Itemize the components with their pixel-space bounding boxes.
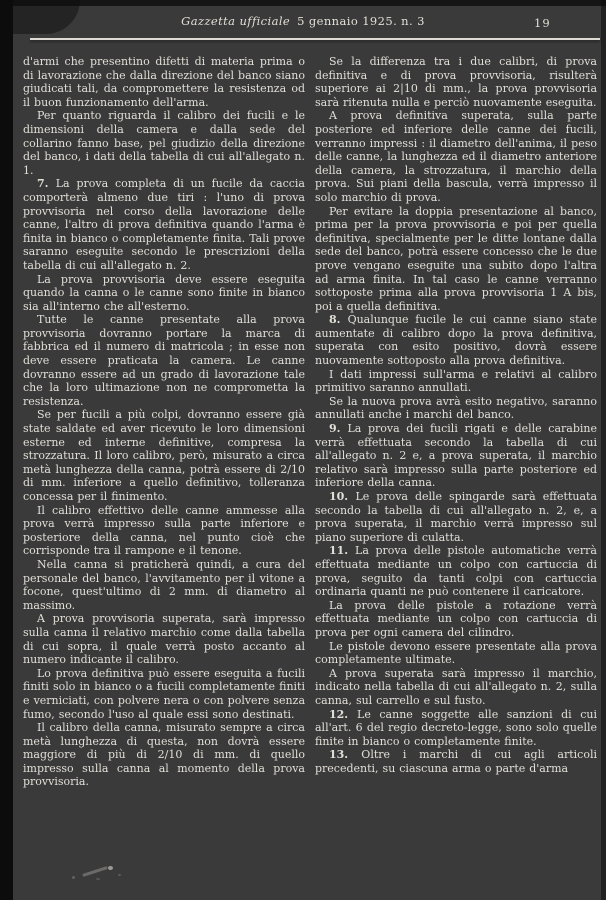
article-number: 11. (329, 544, 356, 558)
journal-title: Gazzetta ufficiale (181, 14, 291, 28)
scan-speckle (82, 866, 108, 877)
paragraph: 10. Le prova delle spingarde sarà effettuata secondo la tabella di cui all'allegato n. 2, e, a prova superata, il marchio verrà impresso sul piano superiore di culatta. (315, 490, 598, 544)
paragraph: 7. La prova completa di un fucile da caccia comporterà almeno due tiri : l'uno di prova provvisoria nel corso della lavorazione delle canne, l'altro di prova definitiva quando l'arma è finita in bianco o completamente finita. Tali prove saranno eseguite secondo le prescrizioni della tabella di cui all'allegato n. 2. (23, 177, 305, 272)
article-number: 7. (37, 177, 56, 191)
top-edge-shadow (0, 0, 606, 6)
scan-speckle (72, 876, 75, 879)
paragraph: Se la nuova prova avrà esito negativo, saranno annullati anche i marchi del banco. (315, 394, 597, 422)
article-number: 10. (329, 490, 356, 503)
paragraph: Nella canna si praticherà quindi, a cura del personale del banco, l'avvitamento per il vitone a focone, quest'ultimo di 2 mm. di diametro al massimo. (23, 557, 305, 612)
paragraph: Se la differenza tra i due calibri, di prova definitiva e di prova provvisoria, risulterà superiore ai 2|10 di mm., la prova provvisoria sarà ritenuta nulla e perciò nuovamente eseguita. (315, 55, 597, 109)
paragraph: Se per fucili a più colpi, dovranno essere già state saldate ed aver ricevuto le loro dimensioni esterne ed interne definitive, compresa la strozzatura. Il loro calibro, però, misurato a circa metà lunghezza della canna, potrà essere di 2/10 di mm. inferiore a quello definitivo, tolleranza concessa per il finimento. (23, 408, 305, 503)
paragraph: Le pistole devono essere presentate alla prova completamente ultimate. (315, 639, 597, 667)
paragraph: La prova delle pistole a rotazione verrà effettuata mediante un colpo con cartuccia di prova per ogni camera del cilindro. (315, 598, 597, 639)
paragraph: La prova provvisoria deve essere eseguita quando la canna o le canne sono finite in bianco sia all'interno che all'esterno. (23, 272, 305, 313)
left-edge-shadow (0, 0, 13, 900)
paragraph: Lo prova definitiva può essere eseguita a fucili finiti solo in bianco o a fucili completamente finiti e verniciati, con polvere nera o con polvere senza fumo, secondo l'uso al quale essi sono destinati. (23, 666, 305, 721)
paragraph: 13. Oltre i marchi di cui agli articoli precedenti, su ciascuna arma o parte d'arma (315, 748, 598, 775)
scan-speckle (118, 874, 121, 876)
scan-speckle (96, 878, 100, 880)
article-number: 13. (329, 748, 362, 762)
paragraph: Il calibro della canna, misurato sempre a circa metà lunghezza di questa, non dovrà essere maggiore di più di 2/10 di mm. di quello impresso sulla canna al momento della prova provvisoria. (23, 721, 305, 789)
paragraph: d'armi che presentino difetti di materia prima o di lavorazione che dalla direzione del banco siano giudicati tali, da compromettere la resistenza od il buon funzionamento dell'arma. (23, 55, 305, 109)
article-number: 8. (329, 313, 348, 327)
right-edge-shadow (601, 0, 606, 900)
text-column-left (23, 55, 305, 789)
article-number: 9. (329, 422, 348, 436)
text-column-right (315, 55, 597, 775)
article-number: 12. (329, 707, 358, 721)
paragraph: 11. La prova delle pistole automatiche verrà effettuata mediante un colpo con cartuccia di prova, seguito da tanti colpi con cartuccia ordinaria quanti ne può contenere il caricatore. (315, 544, 597, 599)
paragraph: A prova superata sarà impresso il marchio, indicato nella tabella di cui all'allegato n. 2, sulla canna, sul carrello e sul fusto. (315, 666, 597, 707)
scan-speckle (108, 866, 113, 870)
header-rule (30, 38, 600, 40)
paragraph: Tutte le canne presentate alla prova provvisoria dovranno portare la marca di fabbrica ed il numero di matricola ; in esse non deve essere praticata la camera. Le canne dovranno essere ad un grado di lavorazione tale che la loro ultimazione non ne comprometta la resistenza. (23, 313, 305, 408)
page-number: 19 (534, 16, 551, 30)
paragraph: Il calibro effettivo delle canne ammesse alla prova verrà impresso sulla parte inferiore e posteriore della canna, nel punto cioè che corrisponde tra il rampone e il tenone. (23, 503, 305, 558)
paragraph: 8. Qualunque fucile le cui canne siano state aumentate di calibro dopo la prova definitiva, superata con esito positivo, dovrà essere nuovamente sottoposto alla prova definitiva. (315, 313, 597, 368)
paragraph: A prova provvisoria superata, sarà impresso sulla canna il relativo marchio come dalla tabella di cui sopra, il quale verrà posto accanto al numero indicante il calibro. (23, 612, 305, 667)
paragraph: I dati impressi sull'arma e relativi al calibro primitivo saranno annullati. (315, 367, 597, 395)
paragraph: A prova definitiva superata, sulla parte posteriore ed inferiore delle canne dei fucili, verranno impressi : il diametro dell'anima, il peso delle canne, la lunghezza ed il diametro anteriore della camera, la strozzatura, il marchio della prova. Sui piani della bascula, verrà impresso il solo marchio di prova. (315, 109, 597, 204)
paragraph: Per quanto riguarda il calibro dei fucili e le dimensioni della camera e dalla sede del collarino fanno base, pel giudizio della direzione del banco, i dati della tabella di cui all'allegato n. 1. (23, 109, 305, 177)
issue-date-number: 5 gennaio 1925. n. 3 (297, 14, 425, 28)
paragraph: 9. La prova dei fucili rigati e delle carabine verrà effettuata secondo la tabella di cui all'allegato n. 2 e, a prova superata, il marchio relativo sarà impresso sulla parte posteriore ed inferiore della canna. (315, 422, 597, 490)
running-header (60, 14, 546, 28)
paragraph: 12. Le canne soggette alle sanzioni di cui all'art. 6 del regio decreto-legge, sono solo quelle finite in bianco o completamente finite. (315, 707, 598, 748)
paragraph: Per evitare la doppia presentazione al banco, prima per la prova provvisoria e poi per quella definitiva, specialmente per le ditte lontane dalla sede del banco, potrà essere concesso che le due prove vengano eseguite una subito dopo l'altra ad arma finita. In tal caso le canne verranno sottoposte prima alla prova provvisoria 1 A bis, poi a quella definitiva. (315, 204, 597, 313)
